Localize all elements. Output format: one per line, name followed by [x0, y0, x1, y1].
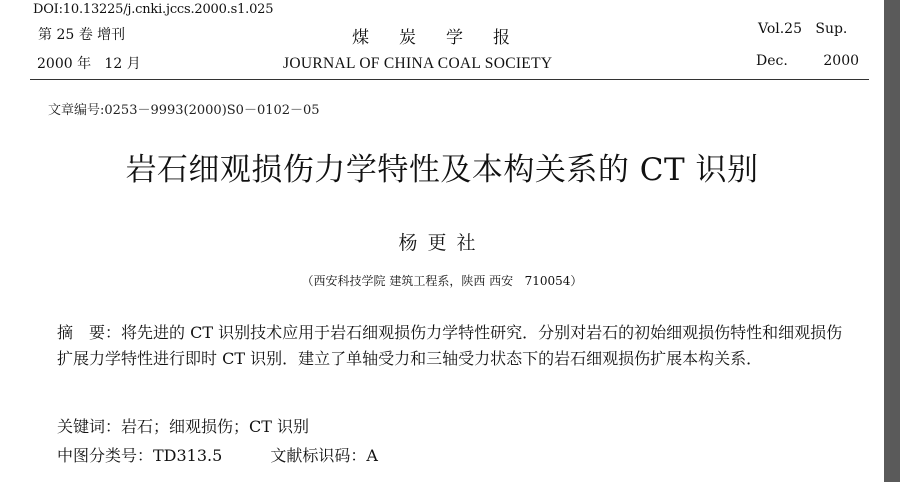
journal-name-cn: 煤炭学报	[352, 28, 540, 48]
date-en: Dec. 2000	[756, 53, 860, 69]
journal-name-en: JOURNAL OF CHINA COAL SOCIETY	[283, 55, 553, 72]
article-number: 文章编号:0253－9993(2000)S0－0102－05	[48, 103, 320, 118]
classification-number: 中图分类号：TD313.5	[57, 446, 223, 465]
abstract: 摘 要：将先进的 CT 识别技术应用于岩石细观损伤力学特性研究．分别对岩石的初始细观损伤特性和细观损伤扩展力学特性进行即时 CT 识别．建立了单轴受力和三轴受力状态下的岩石细观损伤扩展本构关系．	[57, 323, 843, 368]
date-cn: 2000 年 12 月	[37, 56, 141, 72]
document-code: 文献标识码：A	[270, 446, 378, 465]
classification-line	[57, 443, 378, 466]
viewer-edge	[884, 0, 900, 482]
volume-issue-cn: 第 25 卷 增刊	[38, 27, 126, 43]
article-title: 岩石细观损伤力学特性及本构关系的 CT 识别	[125, 152, 759, 188]
volume-en: Vol.25 Sup.	[758, 21, 848, 37]
affiliation: （西安科技学院 建筑工程系，陕西 西安 710054）	[301, 274, 583, 288]
header-rule	[30, 79, 869, 80]
doi: DOI:10.13225/j.cnki.jccs.2000.s1.025	[33, 2, 274, 17]
keywords: 关键词：岩石；细观损伤；CT 识别	[57, 417, 310, 436]
author: 杨更社	[398, 232, 486, 254]
